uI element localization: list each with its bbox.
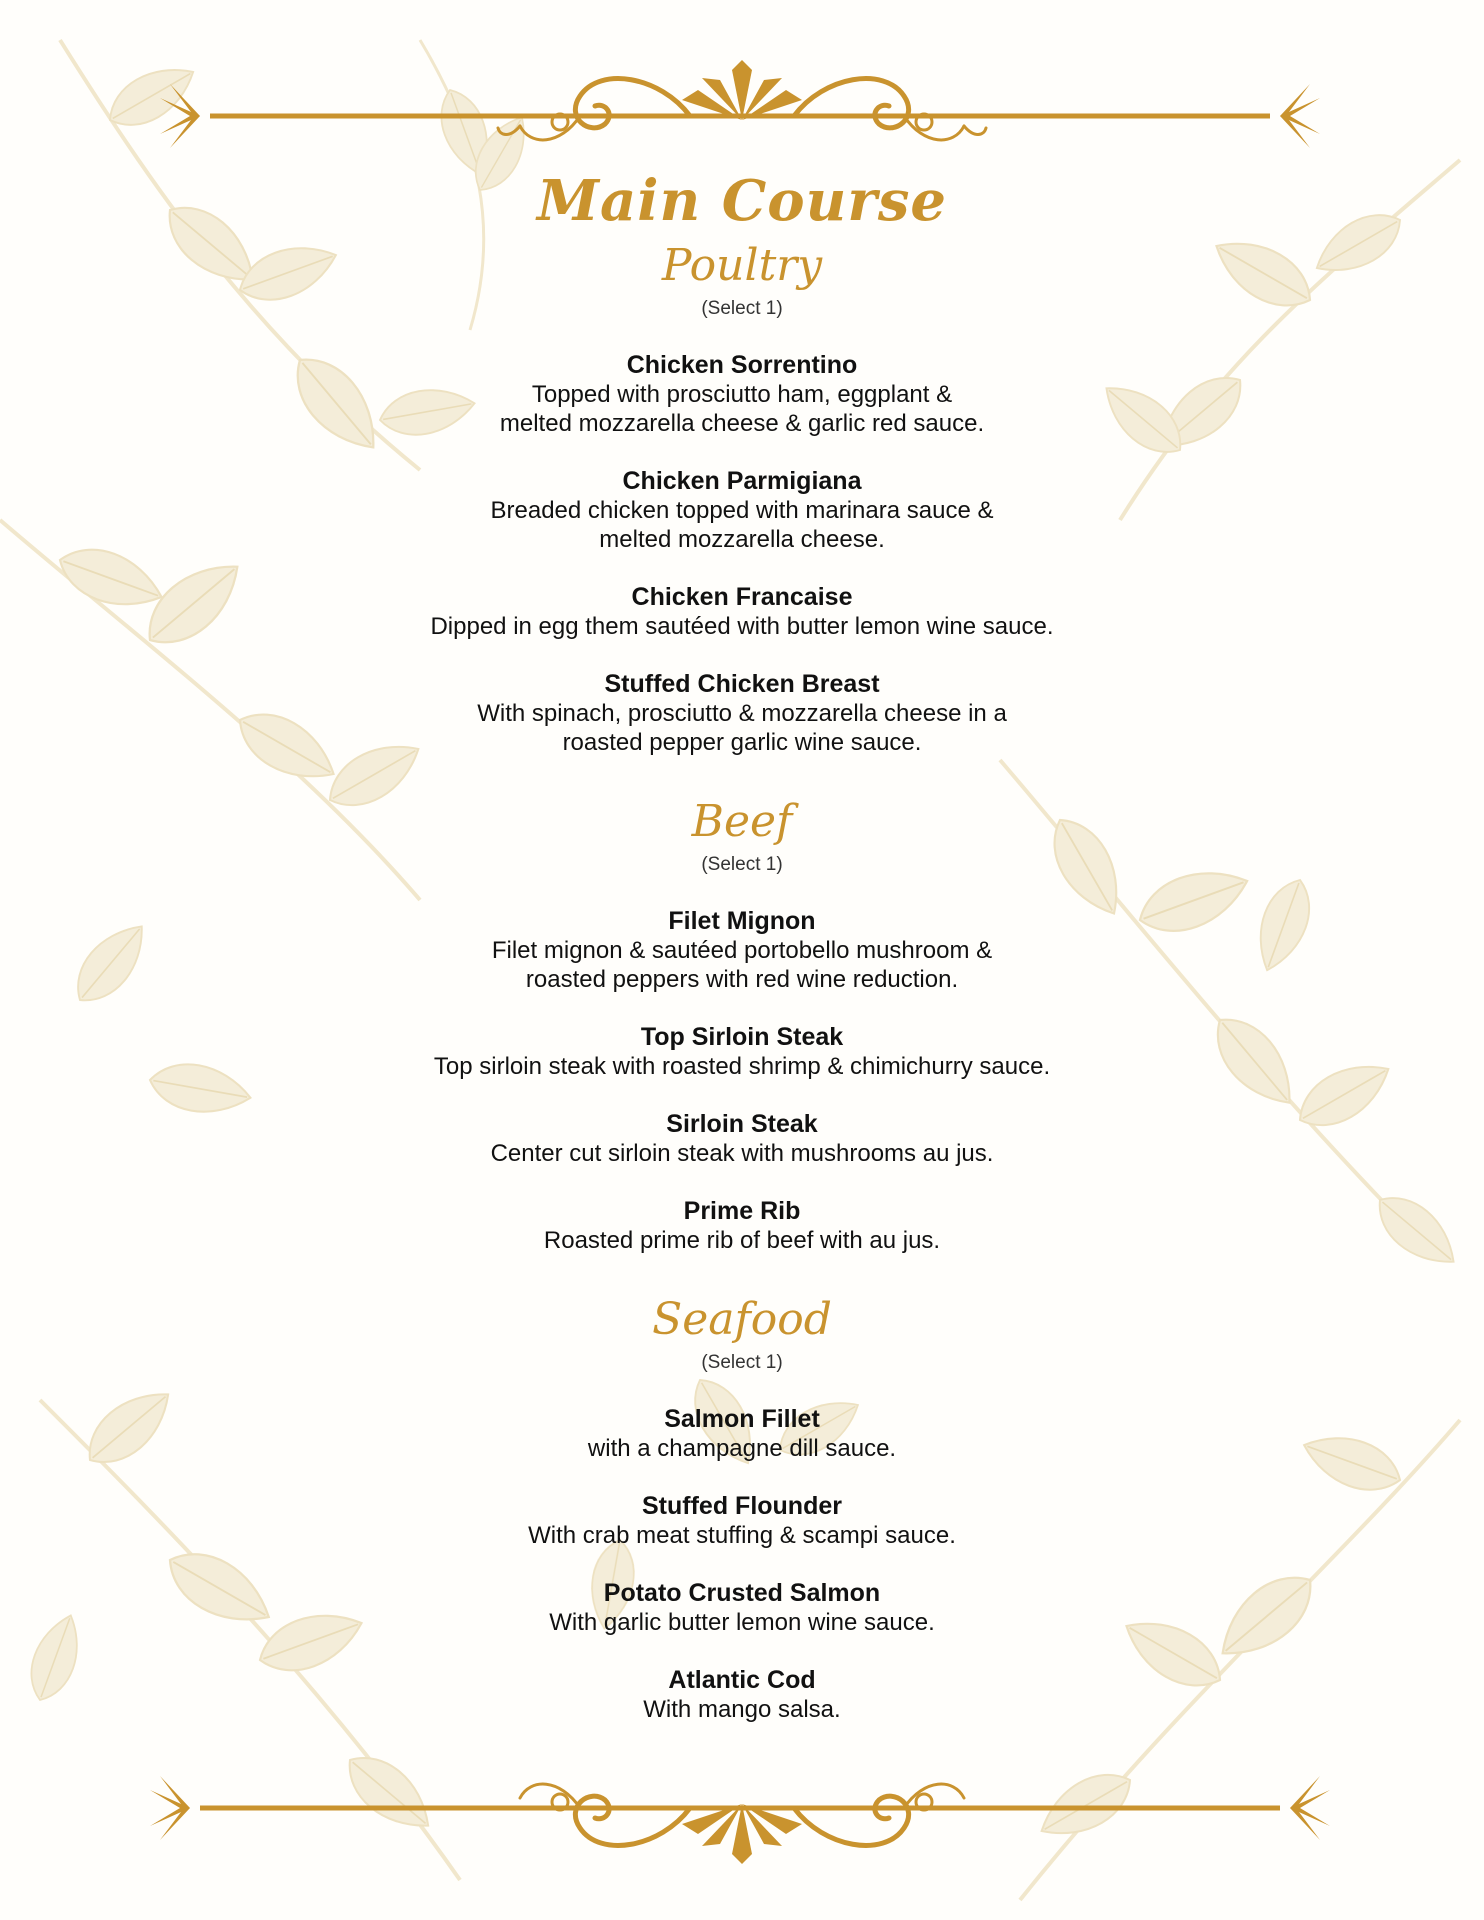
- menu-item: [0, 1109, 1484, 1168]
- menu-item: [0, 1022, 1484, 1081]
- menu-item: [0, 350, 1484, 438]
- item-name: Stuffed Flounder: [642, 1492, 842, 1520]
- item-description: With mango salsa.: [643, 1696, 841, 1723]
- menu-item: [0, 1404, 1484, 1463]
- menu-item: [0, 1665, 1484, 1724]
- item-description: melted mozzarella cheese & garlic red sauce.: [499, 410, 985, 437]
- section-title-beef: Beef: [691, 796, 793, 847]
- item-name: Filet Mignon: [668, 907, 816, 935]
- menu-item: [0, 906, 1484, 994]
- item-description: With crab meat stuffing & scampi sauce.: [528, 1522, 956, 1549]
- item-name: Salmon Fillet: [664, 1405, 820, 1433]
- item-name: Top Sirloin Steak: [640, 1023, 844, 1051]
- item-description: Topped with prosciutto ham, eggplant &: [531, 381, 953, 408]
- item-description: With garlic butter lemon wine sauce.: [549, 1609, 935, 1636]
- menu-item: [0, 1491, 1484, 1550]
- item-description: Filet mignon & sautéed portobello mushroom &: [491, 937, 993, 964]
- item-description: with a champagne dill sauce.: [587, 1435, 897, 1462]
- item-description: melted mozzarella cheese.: [599, 526, 885, 553]
- item-description: roasted peppers with red wine reduction.: [525, 966, 959, 993]
- menu-item: [0, 466, 1484, 554]
- menu-item: [0, 582, 1484, 641]
- item-description: With spinach, prosciutto & mozzarella cheese in a: [477, 700, 1007, 727]
- section-note-beef: (Select 1): [701, 854, 783, 875]
- item-description: Center cut sirloin steak with mushrooms au jus.: [490, 1140, 994, 1167]
- item-name: Chicken Francaise: [631, 583, 853, 611]
- menu-item: [0, 669, 1484, 757]
- item-description: Breaded chicken topped with marinara sauce &: [490, 497, 994, 524]
- item-description: roasted pepper garlic wine sauce.: [562, 729, 922, 756]
- menu-title: Main Course: [536, 168, 948, 234]
- menu-item: [0, 1578, 1484, 1637]
- item-name: Sirloin Steak: [666, 1110, 818, 1138]
- section-note-seafood: (Select 1): [701, 1352, 783, 1373]
- item-name: Prime Rib: [683, 1197, 801, 1225]
- section-note-poultry: (Select 1): [701, 298, 783, 319]
- item-name: Potato Crusted Salmon: [603, 1579, 881, 1607]
- item-description: Roasted prime rib of beef with au jus.: [543, 1227, 941, 1254]
- item-name: Atlantic Cod: [668, 1666, 816, 1694]
- item-name: Stuffed Chicken Breast: [604, 670, 880, 698]
- item-description: Top sirloin steak with roasted shrimp & chimichurry sauce.: [433, 1053, 1051, 1080]
- item-name: Chicken Sorrentino: [626, 351, 858, 379]
- section-title-seafood: Seafood: [652, 1294, 832, 1345]
- section-title-poultry: Poultry: [661, 240, 823, 291]
- item-description: Dipped in egg them sautéed with butter lemon wine sauce.: [430, 613, 1054, 640]
- item-name: Chicken Parmigiana: [622, 467, 862, 495]
- menu-item: [0, 1196, 1484, 1255]
